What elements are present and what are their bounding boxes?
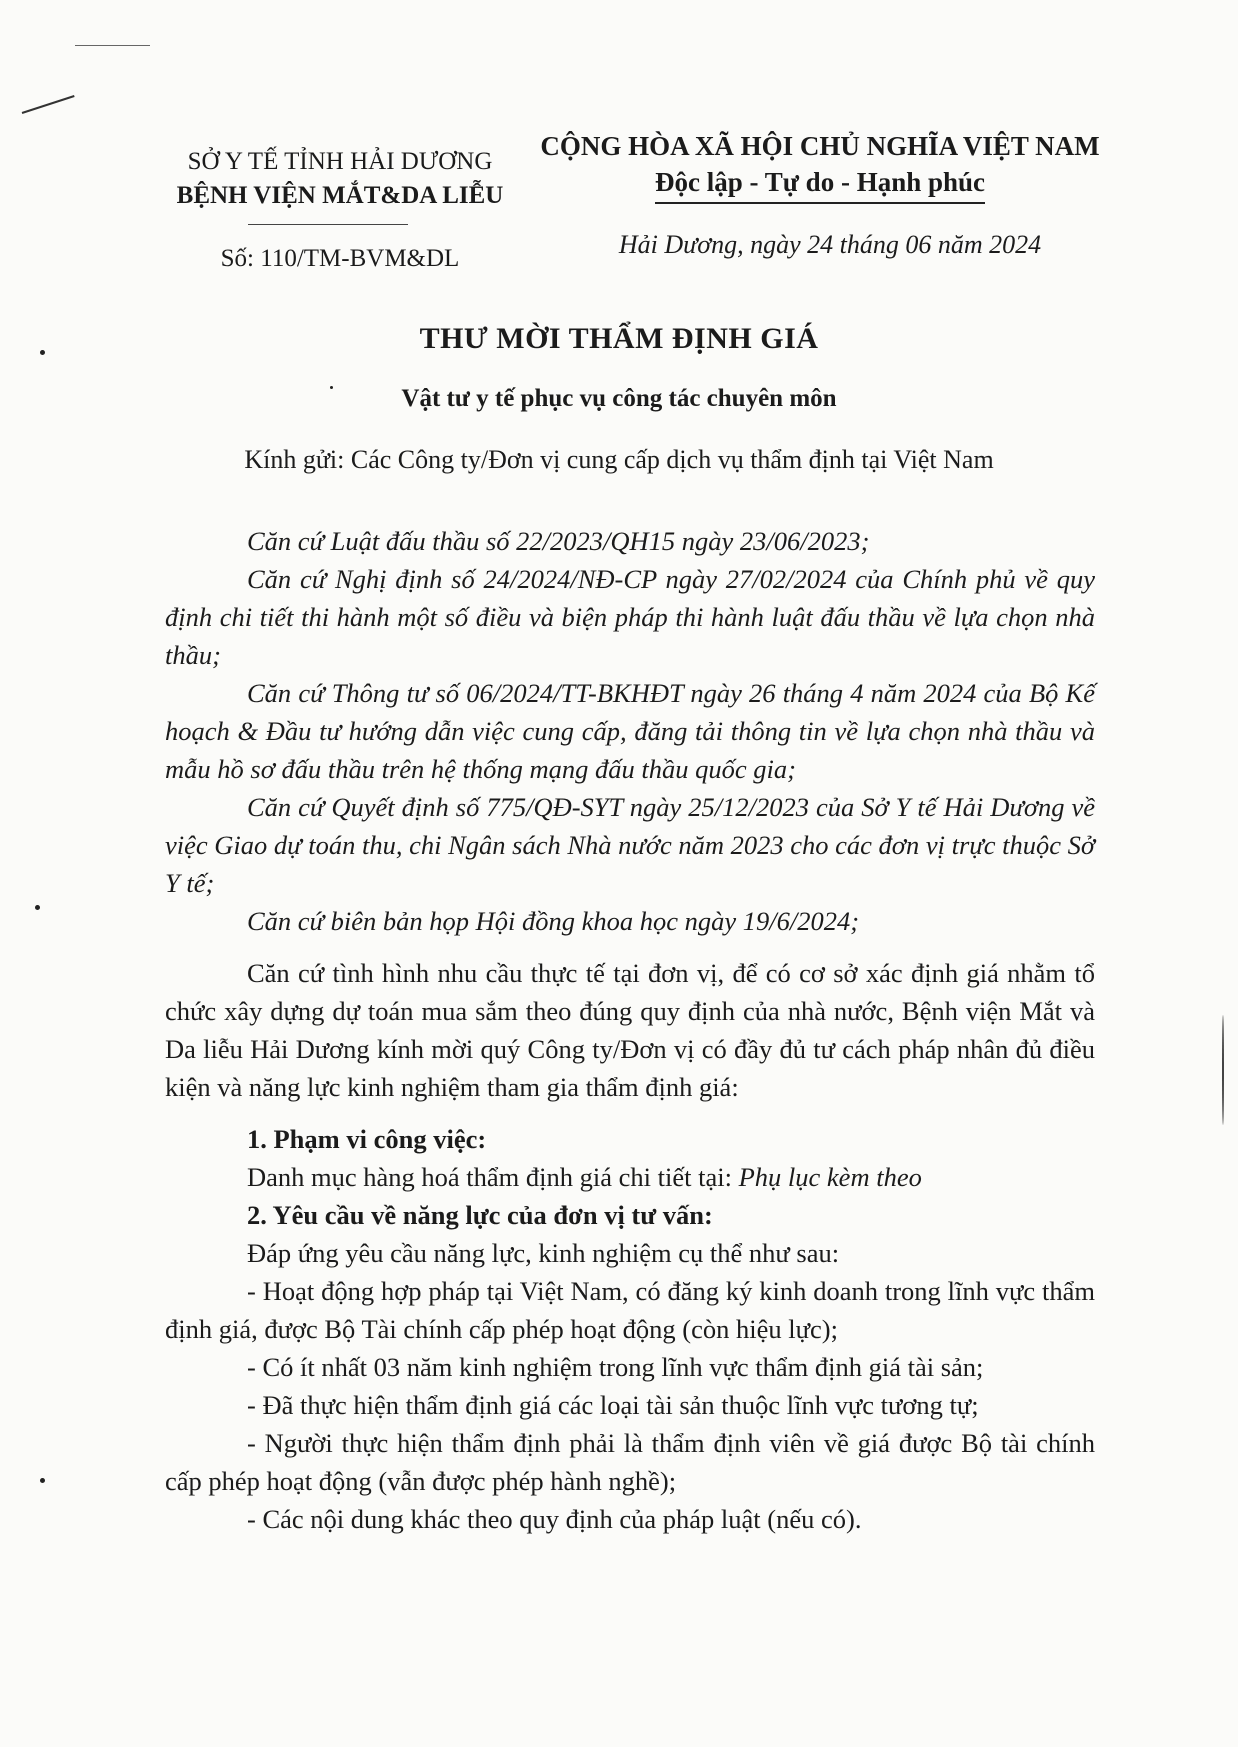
document-title: THƯ MỜI THẨM ĐỊNH GIÁ — [419, 322, 819, 355]
scan-mark — [22, 95, 75, 114]
legal-basis-item: Căn cứ Thông tư số 06/2024/TT-BKHĐT ngày 26 tháng 4 năm 2024 của Bộ Kế hoạch & Đầu tư hướng dẫn việc cung cấp, đăng tải thông tin về lựa chọn nhà thầu và mẫu hồ sơ đấu thầu trên hệ thống mạng đấu thầu quốc gia; — [165, 678, 1095, 784]
requirement-item: - Người thực hiện thẩm định phải là thẩm định viên về giá được Bộ tài chính cấp phép hoạt động (vẫn được phép hành nghề); — [165, 1428, 1095, 1496]
issuing-organization — [150, 145, 530, 213]
requirement-item: - Đã thực hiện thẩm định giá các loại tài sản thuộc lĩnh vực tương tự; — [247, 1390, 979, 1420]
intro-paragraph: Căn cứ tình hình nhu cầu thực tế tại đơn vị, để có cơ sở xác định giá nhằm tổ chức xây dựng dự toán mua sắm theo đúng quy định của nhà nước, Bệnh viện Mắt và Da liễu Hải Dương kính mời quý Công ty/Đơn vị có đầy đủ tư cách pháp nhân đủ điều kiện và năng lực kinh nghiệm tham gia thẩm định giá: — [165, 958, 1095, 1102]
legal-bases — [165, 522, 1095, 940]
legal-basis-item: Căn cứ biên bản họp Hội đồng khoa học ngày 19/6/2024; — [247, 906, 860, 936]
requirement-item: - Có ít nhất 03 năm kinh nghiệm trong lĩnh vực thẩm định giá tài sản; — [247, 1352, 984, 1382]
legal-basis-item: Căn cứ Luật đấu thầu số 22/2023/QH15 ngày 23/06/2023; — [247, 526, 870, 556]
document-subtitle: Vật tư y tế phục vụ công tác chuyên môn — [401, 385, 837, 412]
section-1-heading: 1. Phạm vi công việc: — [247, 1124, 487, 1154]
scan-mark — [75, 45, 150, 46]
section-2-heading: 2. Yêu cầu về năng lực của đơn vị tư vấn: — [247, 1200, 713, 1230]
org-line-2: BỆNH VIỆN MẮT&DA LIỄU — [176, 182, 504, 209]
section-2-intro: Đáp ứng yêu cầu năng lực, kinh nghiệm cụ thể như sau: — [247, 1238, 840, 1268]
document-date: Hải Dương, ngày 24 tháng 06 năm 2024 — [618, 230, 1042, 259]
section-1-text-main: Danh mục hàng hoá thẩm định giá chi tiết tại: — [247, 1162, 739, 1192]
org-line-1: SỞ Y TẾ TỈNH HẢI DƯƠNG — [187, 148, 493, 175]
scan-dot — [40, 1478, 45, 1483]
legal-basis-item: Căn cứ Quyết định số 775/QĐ-SYT ngày 25/12/2023 của Sở Y tế Hải Dương về việc Giao dự toán thu, chi Ngân sách Nhà nước năm 2023 cho các đơn vị trực thuộc Sở Y tế; — [165, 792, 1095, 898]
recipient-line: Kính gửi: Các Công ty/Đơn vị cung cấp dịch vụ thẩm định tại Việt Nam — [244, 445, 994, 474]
document-body — [165, 522, 1095, 1538]
national-motto: Độc lập - Tự do - Hạnh phúc — [655, 164, 985, 204]
legal-basis-item: Căn cứ Nghị định số 24/2024/NĐ-CP ngày 27/02/2024 của Chính phủ về quy định chi tiết thi hành một số điều và biện pháp thi hành luật đấu thầu về lựa chọn nhà thầu; — [165, 564, 1095, 670]
requirement-item: - Các nội dung khác theo quy định của pháp luật (nếu có). — [247, 1504, 862, 1534]
scan-dot — [35, 905, 40, 910]
header-divider — [248, 224, 408, 225]
requirement-item: - Hoạt động hợp pháp tại Việt Nam, có đăng ký kinh doanh trong lĩnh vực thẩm định giá, được Bộ Tài chính cấp phép hoạt động (còn hiệu lực); — [165, 1276, 1095, 1344]
section-1-text — [165, 1158, 1095, 1196]
document-number: Số: 110/TM-BVM&DL — [220, 245, 460, 272]
scan-mark — [1222, 1015, 1224, 1125]
national-heading — [530, 128, 1110, 204]
section-1-text-appendix: Phụ lục kèm theo — [738, 1162, 922, 1192]
nation-name: CỘNG HÒA XÃ HỘI CHỦ NGHĨA VIỆT NAM — [540, 131, 1100, 161]
